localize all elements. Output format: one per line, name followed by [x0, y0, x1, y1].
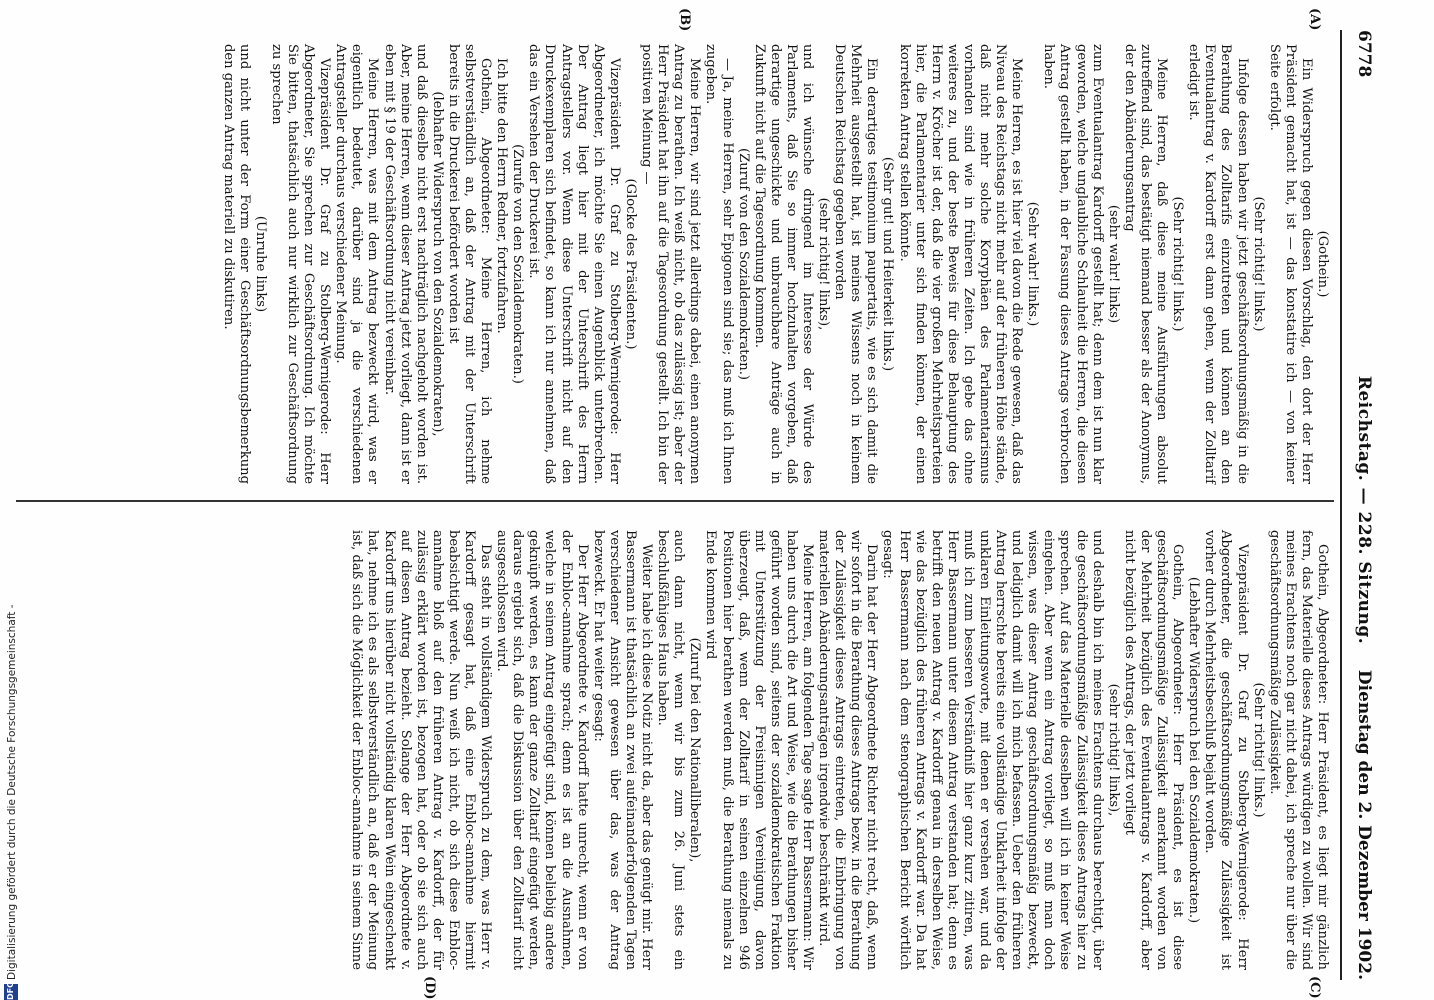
- quotation: Der Herr Abgeordnete v. Kardorff hatte unrecht, wenn er von der Enbloc-annahme sprach; denn es ist an die Ausnahmen, welche in seinem Antrag eingefügt sind, können beliebig andere geknüpft werden, es kann der ganze Zolltarif eingefügt werden, daraus ergiebt sich, daß die Diskussion über den Zolltarif nicht ausgeschlossen wird.: [494, 530, 590, 970]
- paragraph: Vizepräsident Dr. Graf zu Stolberg-Wernigerode: Herr Abgeordneter, die geschäftsordnungsmäßige Zulässigkeit ist vorher durch Mehrheitsbeschluß bejaht worden.: [1202, 530, 1250, 970]
- margin-mark-a: (A): [1307, 8, 1322, 31]
- interjection: (Sehr richtig! links.): [1250, 196, 1266, 332]
- interjection: (sehr wahr! links): [1105, 204, 1121, 324]
- speaker-tag: (Gothein.): [1315, 230, 1330, 298]
- interjection: (Sehr gut! und Heiterkeit links.): [880, 156, 896, 372]
- dfg-logo: DFG: [4, 984, 18, 1000]
- paragraph: Ich bitte den Herrn Redner, fortzufahren.: [494, 58, 510, 334]
- paragraph: Ein Widerspruch gegen diesen Vorschlag, den dort der Herr Präsident gemacht hat, ist — das konstatire ich — von keiner Seite erfolgt.: [1266, 44, 1314, 484]
- margin-mark-c: (C): [1307, 976, 1322, 999]
- paragraph: Infolge dessen haben wir jetzt geschäftsordnungsmäßig in die Berathung des Zolltarifs einzutreten und können an den Eventualantrag v. Kardorff erst dann gehen, wenn der Zolltarif erledigt ist.: [1186, 44, 1250, 484]
- interjection: (Sehr richtig! links.): [1170, 196, 1186, 332]
- session-date: Dienstag den 2. Dezember 1902.: [1354, 669, 1374, 980]
- page-number: 6778: [1354, 30, 1374, 78]
- paragraph: Vizepräsident Dr. Graf zu Stolberg-Wernigerode: Herr Abgeordneter, Sie sprechen zur Geschäftsordnung. Ich möchte Sie bitten, thatsächlich auch nur wirklich zur Geschäftsordnung zu sprechen: [268, 44, 333, 484]
- paragraph: Das steht in vollständigem Widerspruch zu dem, was Herr v. Kardorff gesagt hat, daß eine Enbloc-annahme hiermit beabsichtigt werde. Nun weiß ich nicht, ob sich diese Enbloc-annahme bloß auf den früheren Antrag v. Kardorff, der für zulässig erklärt worden ist, bezogen hat, oder ob sie sich auch auf diesen Antrag bezieht. Solange der Herr Abgeordnete v. Kardorff uns hierüber nicht vollständig klaren Wein eingeschenkt hat, nehme ich es als selbstverständlich an, daß er der Meinung ist, daß sich die Möglichkeit der Enbloc-annahme in seinem Sinne: [349, 530, 494, 970]
- paragraph: und nicht unter der Form einer Geschäftsordnungsbemerkung den ganzen Antrag materiell zu diskutiren.: [220, 44, 252, 484]
- paragraph: Ein derartiges testimonium paupertatis, wie es sich damit die Mehrheit ausgestellt hat, ist meines Wissens noch in keinem Deutschen Reichstag gegeben worden: [832, 44, 880, 484]
- paragraph: Meine Herren, daß diese meine Ausführungen absolut zutreffend sind, das bestätigt niemand besser als der Anonymus, der den Abänderungsantrag: [1121, 44, 1170, 484]
- paragraph: Meine Herren, was mit dem Antrag bezweckt wird, was er eigentlich bedeutet, darüber sind ja die verschiedenen Antragsteller durchaus verschiedener Meinung.: [333, 44, 381, 484]
- paragraph: Meine Herren, wir sind jetzt allerdings dabei, einen anonymen Antrag zu berathen. Ich weiß nicht, ob das zulässig ist; aber der Herr Präsident hat ihn auf die Tagesordnung gestellt. Ich bin der positiven Meinung —: [639, 44, 703, 484]
- interjection: (Unruhe links): [252, 215, 268, 313]
- paragraph: Weiter habe ich diese Notiz nicht da, aber das genügt mir. Herr Bassermann ist thatsächlich an zwei aufeinanderfolgenden Tagen verschiedener Ansicht gewesen über das, was der Antrag bezweckt. Er hat weiter gesagt:: [590, 530, 655, 970]
- quotation: Darin hat der Herr Abgeordnete Richter nicht recht, daß, wenn wir sofort in die Berathung dieses Antrags bezw. in die Berathung der Zulässigkeit dieses Antrags eintreten, die Einbringung von materiellen Abänderungsanträgen irgendwie beschränkt wird.: [816, 530, 880, 970]
- paragraph: auch dann nicht, wenn wir bis zum 26. Juni stets ein beschlußfähiges Haus haben.: [655, 530, 687, 970]
- paragraph: Meine Herren, es ist hier viel davon die Rede gewesen, daß das Niveau des Reichstags nicht mehr auf der früheren Höhe stände, daß nicht mehr solche Koryphäen des Parlamentarismus vorhanden sind wie in früheren Zeiten. Ich gebe das ohne weiteres zu, und der beste Beweis für diese Behauptung des Herrn v. Kröcher ist der, daß die vier großen Mehrheitsparteien hier, die Parlamentarier unter sich finden können, der einen korrekten Antrag stellen könnte.: [896, 44, 1025, 484]
- interjection: (lebhafter Widerspruch von den Sozialdemokraten),: [429, 91, 445, 437]
- paragraph: Vizepräsident Dr. Graf zu Stolberg-Wernigerode: Herr Abgeordneter, ich möchte Sie einen Augenblick unterbrechen. Der Antrag liegt hier mit der Unterschrift des Herrn Antragstellers vor. Wenn diese Unterschrift nicht auf den Druckexemplaren sich befindet, so kann ich nur annehmen, daß das ein Versehen der Druckerei ist.: [526, 44, 622, 484]
- interjection: (Zurufe von den Sozialdemokraten.): [510, 144, 526, 384]
- paragraph: Meine Herren, am folgenden Tage sagte Herr Bassermann: Wir haben uns durch die Art und Weise, wie die Berathungen bisher geführt worden sind, seitens der sozialdemokratischen Fraktion mit Unterstützung der Freisinnigen Vereinigung, davon überzeugt, daß, wenn der Zolltarif in seinen einzelnen 946 Positionen hier berathen werden muß, die Berathung niemals zu Ende kommen wird: [703, 530, 815, 970]
- paragraph: Gothein, Abgeordneter: Herr Präsident, es ist diese geschäftsordnungsmäßige Zulässigkeit anerkannt worden von der Mehrheit bezüglich des Eventualantrags v. Kardorff, aber nicht bezüglich des Antrags, der jetzt vorliegt: [1121, 530, 1186, 970]
- page-header: [1344, 30, 1384, 980]
- digitization-footer: [0, 0, 24, 1000]
- right-text-column: [348, 530, 1330, 970]
- paragraph: und ich wünsche dringend im Interesse der Würde des Parlaments, daß Sie so immer hochzuhalten vorgeben, daß derartige ungeschickte und unbrauchbare Anträge auch in Zukunft nicht auf die Tagesordnung kommen.: [751, 44, 815, 484]
- paragraph: Gothein, Abgeordneter: Herr Präsident, es liegt mir gänzlich fern, das Materielle dieses Antrags würdigen zu wollen. Wir sind meines Erachtens noch gar nicht dabei, ich spreche nur über die geschäftsordnungsmäßige Zulässigkeit.: [1266, 530, 1330, 970]
- left-text-column: [220, 44, 1330, 484]
- paragraph: zum Eventualantrag Kardorff gestellt hat; denn dem ist nun klar geworden, welche unglaubliche Schlauheit die Herren, die diesen Antrag gestellt haben, in der Fassung dieses Antrags verbrochen haben.: [1041, 44, 1105, 484]
- paragraph: Gothein, Abgeordneter: Meine Herren, ich nehme selbstverständlich an, daß der Antrag mit der Unterschrift bereits in die Druckerei befördert worden ist: [445, 44, 494, 484]
- paragraph: — Ja, meine Herren, sehr Epigonen sind sie; das muß ich Ihnen zugeben.: [703, 44, 735, 484]
- paragraph: und daß dieselbe nicht erst nachträglich nachgeholt worden ist. Aber, meine Herren, wenn dieser Antrag jetzt vorliegt, dann ist er eben mit § 19 der Geschäftsordnung nicht vereinbar.: [381, 44, 429, 484]
- header-rule: [1340, 30, 1342, 980]
- interjection: (sehr richtig! links),: [1105, 683, 1121, 817]
- interjection: (Zuruf bei den Nationalliberalen),: [687, 637, 703, 863]
- interjection: (Zuruf von den Sozialdemokraten.): [735, 147, 751, 381]
- footer-text: Digitalisierung gefördert durch die Deutsche Forschungsgemeinschaft -: [6, 604, 18, 980]
- interjection: (Lebhafter Widerspruch bei den Sozialdemokraten.): [1186, 576, 1202, 924]
- column-divider: [16, 500, 1334, 502]
- interjection: (Sehr wahr! links.): [1025, 201, 1041, 327]
- paragraph: und deshalb bin ich meines Erachtens durchaus berechtigt, über die geschäftsordnungsmäßige Zulässigkeit dieses Antrags hier zu sprechen. Auf das Materielle desselben will ich in keiner Weise eingehen. Aber wenn ein Antrag vorliegt, so muß man doch wissen, was dieser Antrag geschäftsordnungsmäßig bezweckt, und lediglich damit will ich mich befassen. Ueber den früheren Antrag herrschte bereits eine vollständige Unklarheit infolge der unklaren Einleitungsworte, mit denen er versehen war, und da muß ich zum besseren Verständniß hier ganz kurz zitiren, was Herr Bassermann unter diesem Antrag verstanden hat; denn es betrifft den neuen Antrag v. Kardorff genau in derselben Weise, wie das bezüglich des früheren Antrags v. Kardorff war. Da hat Herr Bassermann nach dem stenographischen Bericht wörtlich gesagt:: [880, 530, 1105, 970]
- running-title: Reichstag. — 228. Sitzung.: [1354, 375, 1374, 645]
- margin-mark-d: (D): [422, 976, 437, 1000]
- interjection: (Glocke des Präsidenten.): [622, 178, 638, 350]
- interjection: (sehr richtig! links),: [816, 197, 832, 331]
- interjection: (Sehr richtig! links.): [1250, 682, 1266, 818]
- margin-mark-b: (B): [677, 8, 692, 32]
